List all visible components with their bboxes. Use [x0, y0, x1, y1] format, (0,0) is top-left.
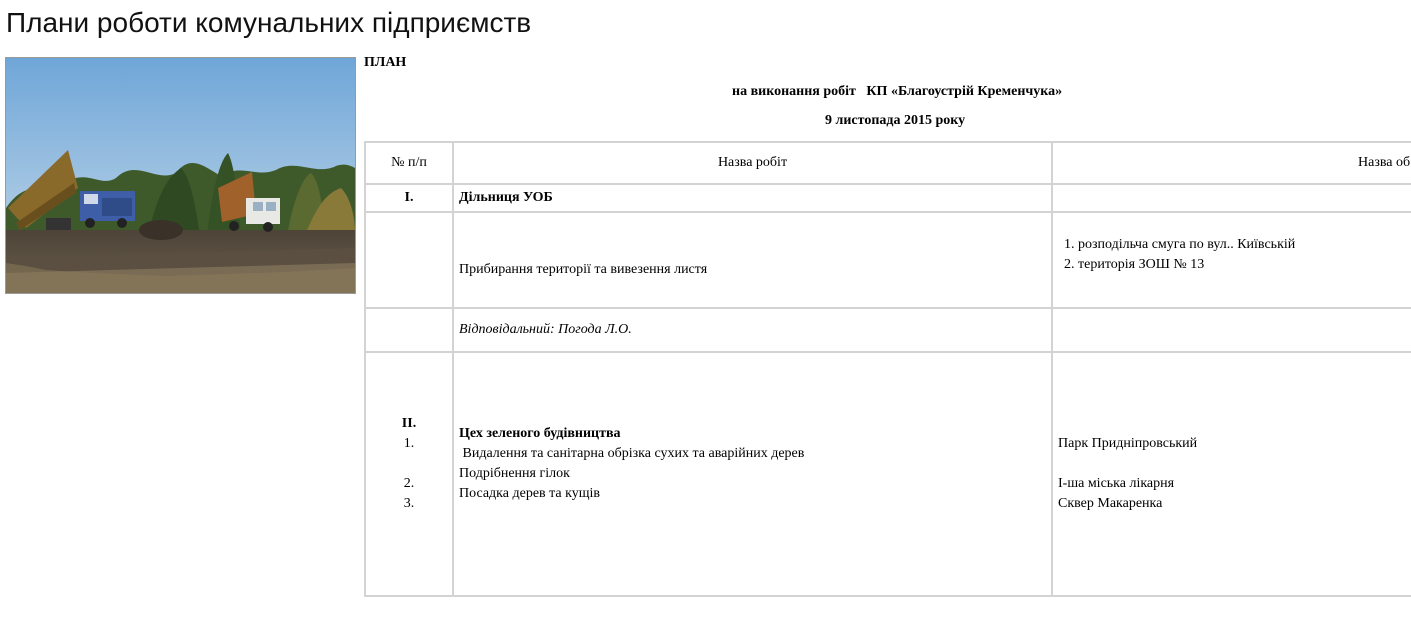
table-row — [365, 184, 1411, 212]
object-text: Сквер Макаренка — [1058, 496, 1163, 511]
section-number: II. — [401, 416, 417, 431]
object-text: І-ша міська лікарня — [1058, 476, 1175, 491]
photo-trucks-landfill — [5, 57, 356, 294]
plan-label: ПЛАН — [364, 55, 407, 70]
task-text: Видалення та санітарна обрізка сухих та аварійних дерев — [459, 446, 805, 461]
table-row — [365, 352, 1411, 596]
page-title: Плани роботи комунальних підприємств — [6, 7, 532, 38]
tasks-cell — [453, 352, 1052, 596]
task-cell — [453, 212, 1052, 308]
section-title: Дільниця УОБ — [453, 184, 1052, 212]
empty-cell — [365, 212, 453, 308]
plan-date: 9 листопада 2015 року — [825, 113, 966, 128]
object-text: Парк Придніпровський — [1058, 436, 1198, 451]
list-item: 2. територія ЗОШ № 13 — [1078, 255, 1411, 275]
task-text: Прибирання території та вивезення листя — [459, 262, 708, 277]
header-number: № п/п — [365, 142, 453, 184]
table-row — [365, 212, 1411, 308]
task-text: Посадка дерев та кущів — [459, 486, 601, 501]
objects-cell — [1052, 352, 1411, 596]
section-number: I. — [365, 184, 453, 212]
empty-cell — [1052, 308, 1411, 352]
plan-document — [364, 55, 1411, 621]
item-number: 3. — [403, 496, 415, 511]
section-title: Цех зеленого будівництва — [459, 426, 621, 441]
empty-cell — [365, 308, 453, 352]
empty-cell — [1052, 184, 1411, 212]
plan-heading: на виконання робіт КП «Благоустрій Кременчука» — [732, 84, 1063, 99]
objects-cell — [1052, 212, 1411, 308]
header-object: Назва об — [1052, 142, 1411, 184]
list-item: 1. розподільча смуга по вул.. Київській — [1078, 235, 1411, 255]
task-text: Подрібнення гілок — [459, 466, 570, 481]
item-number: 1. — [403, 436, 415, 451]
header-work: Назва робіт — [453, 142, 1052, 184]
responsible-cell: Відповідальний: Погода Л.О. — [453, 308, 1052, 352]
table-header-row — [365, 142, 1411, 184]
plan-table — [364, 141, 1411, 597]
item-number: 2. — [403, 476, 415, 491]
table-row — [365, 308, 1411, 352]
objects-list — [1058, 235, 1411, 275]
numbers-cell — [365, 352, 453, 596]
